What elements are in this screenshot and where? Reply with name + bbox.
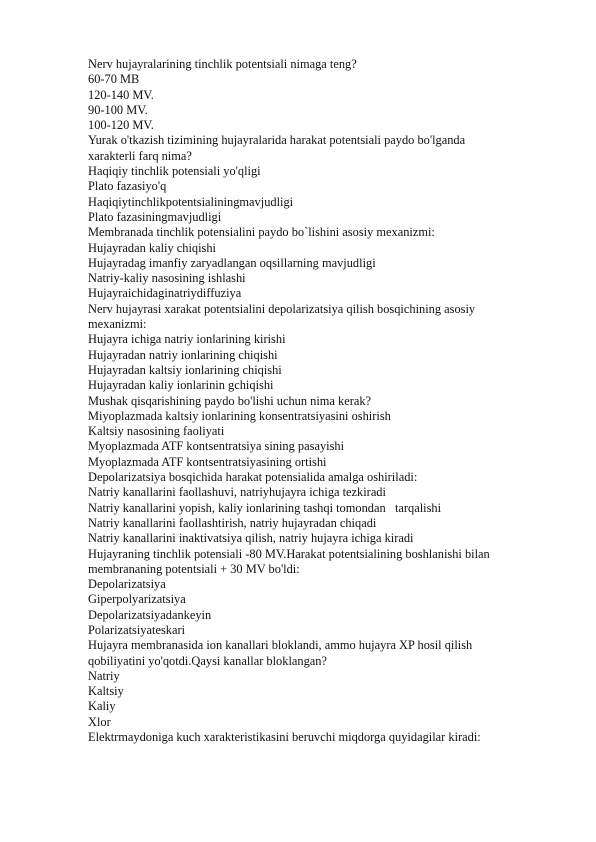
question-text: mexanizmi:: [88, 317, 147, 332]
answer-option: 100-120 MV.: [88, 118, 154, 133]
answer-option: Hujayradan kaliy ionlarinin gchiqishi: [88, 378, 274, 393]
answer-option: Giperpolyarizatsiya: [88, 592, 186, 607]
answer-option: Hujayradan natriy ionlarining chiqishi: [88, 347, 278, 362]
answer-option: Kaltsiy: [88, 684, 124, 699]
question-text: Yurak o'tkazish tizimining hujayralarida harakat potentsiali paydo bo'lganda: [88, 133, 466, 148]
question-text: Hujayraning tinchlik potensiali -80 MV.Harakat potentsialining boshlanishi bilan: [88, 546, 490, 561]
answer-option: 120-140 MV.: [88, 87, 154, 102]
answer-option: Natriy-kaliy nasosining ishlashi: [88, 271, 246, 286]
answer-option: Hujayraichidaginatriydiffuziya: [88, 286, 242, 301]
answer-option: Hujayradan kaltsiy ionlarining chiqishi: [88, 362, 282, 377]
answer-option: 90-100 MV.: [88, 102, 148, 117]
answer-option: Hujayradag imanfiy zaryadlangan oqsillarning mavjudligi: [88, 255, 376, 270]
answer-option: Miyoplazmada kaltsiy ionlarining konsentratsiyasini oshirish: [88, 408, 391, 423]
question-text: Nerv hujayrasi xarakat potentsialini depolarizatsiya qilish bosqichining asosiy: [88, 301, 476, 316]
document-page: [88, 57, 538, 745]
answer-option: Xlor: [88, 714, 111, 729]
question-text: qobiliyatini yo'qotdi.Qaysi kanallar bloklangan?: [88, 653, 327, 668]
question-text: Nerv hujayralarining tinchlik potentsiali nimaga teng?: [88, 57, 357, 71]
answer-option: Natriy kanallarini inaktivatsiya qilish, natriy hujayra ichiga kiradi: [88, 531, 414, 546]
answer-option: Myoplazmada ATF kontsentratsiya sining pasayishi: [88, 439, 345, 454]
answer-option: Depolarizatsiya: [88, 577, 166, 592]
answer-option: Haqiqiy tinchlik potensiali yo'qligi: [88, 164, 261, 179]
answer-option: Polarizatsiyateskari: [88, 622, 186, 637]
question-text: Mushak qisqarishining paydo bo'lishi uchun nima kerak?: [88, 393, 372, 408]
question-text: membrananing potentsiali + 30 MV bo'ldi:: [88, 561, 300, 576]
answer-option: Natriy kanallarini yopish, kaliy ionlarining tashqi tomondan tarqalishi: [88, 500, 442, 515]
question-text: Membranada tinchlik potensialini paydo bo`lishini asosiy mexanizmi:: [88, 225, 435, 240]
answer-option: Natriy kanallarini faollashtirish, natriy hujayradan chiqadi: [88, 515, 377, 530]
question-text: Depolarizatsiya bosqichida harakat potensialida amalga oshiriladi:: [88, 470, 418, 485]
answer-option: Hujayra ichiga natriy ionlarining kirishi: [88, 332, 286, 347]
answer-option: Haqiqiytinchlikpotentsialiningmavjudligi: [88, 194, 294, 209]
answer-option: Plato fazasiningmavjudligi: [88, 209, 222, 224]
answer-option: Natriy: [88, 668, 120, 683]
answer-option: 60-70 MB: [88, 72, 140, 87]
answer-option: Natriy kanallarini faollashuvi, natriyhujayra ichiga tezkiradi: [88, 485, 386, 500]
question-text: xarakterli farq nima?: [88, 148, 192, 163]
answer-option: Myoplazmada ATF kontsentratsiyasining ortishi: [88, 454, 327, 469]
answer-option: Hujayradan kaliy chiqishi: [88, 240, 217, 255]
question-text: Elektrmaydoniga kuch xarakteristikasini beruvchi miqdorga quyidagilar kiradi:: [88, 730, 481, 745]
answer-option: Kaltsiy nasosining faoliyati: [88, 424, 225, 439]
answer-option: Kaliy: [88, 699, 116, 714]
answer-option: Depolarizatsiyadankeyin: [88, 607, 212, 622]
question-text: Hujayra membranasida ion kanallari bloklandi, ammo hujayra XP hosil qilish: [88, 638, 473, 653]
answer-option: Plato fazasiyo'q: [88, 179, 167, 194]
